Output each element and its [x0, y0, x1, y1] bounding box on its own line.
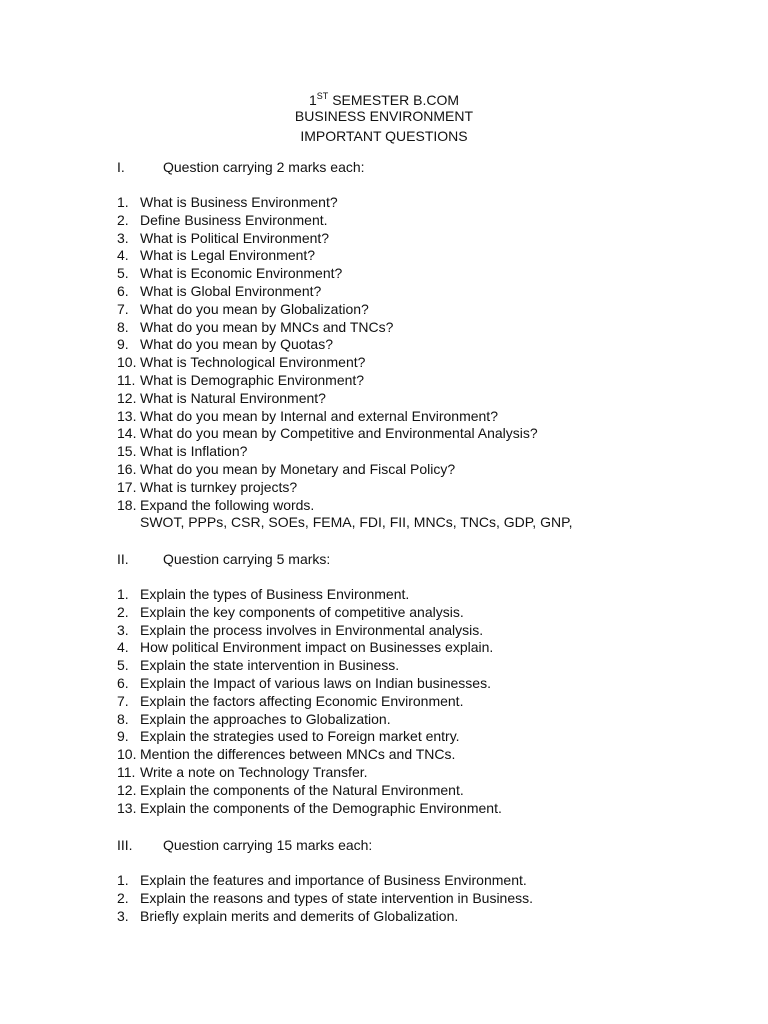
- question-text: What is turnkey projects?: [140, 478, 298, 495]
- question-item: [117, 604, 502, 622]
- section-1-number: I.: [117, 159, 125, 175]
- question-text: What do you mean by Internal and external Environment?: [140, 407, 498, 424]
- section-2-number: II.: [117, 551, 129, 567]
- question-number: 10.: [117, 354, 137, 371]
- question-text: What is Technological Environment?: [140, 354, 366, 371]
- question-text: Explain the approaches to Globalization.: [140, 710, 391, 727]
- question-item: [117, 872, 533, 890]
- question-item: [117, 265, 573, 283]
- question-number: 9.: [117, 728, 129, 745]
- question-number: 2.: [117, 211, 129, 228]
- question-text: What do you mean by Globalization?: [140, 300, 369, 317]
- section-1-heading: [117, 158, 365, 176]
- question-item: [117, 586, 502, 604]
- question-item: [117, 890, 533, 908]
- question-number: 8.: [117, 318, 129, 335]
- section-2-question-list: [117, 586, 502, 817]
- section-1-question-list: [117, 194, 573, 532]
- question-number: 4.: [117, 247, 129, 264]
- question-item: [117, 230, 573, 248]
- question-text: Explain the types of Business Environment.: [140, 586, 410, 602]
- question-text: Explain the state intervention in Business.: [140, 657, 400, 674]
- section-2-heading: [117, 550, 330, 568]
- question-item: [117, 461, 573, 479]
- question-text: Explain the components of the Natural Environment.: [140, 781, 464, 798]
- question-item: [117, 408, 573, 426]
- question-text: Explain the factors affecting Economic Environment.: [140, 692, 464, 709]
- question-number: 3.: [117, 229, 129, 246]
- question-number: 14.: [117, 425, 137, 442]
- question-text: Explain the strategies used to Foreign market entry.: [140, 728, 460, 745]
- question-number: 13.: [117, 407, 137, 424]
- question-item: [117, 908, 533, 926]
- question-number: 12.: [117, 389, 137, 406]
- question-number: 2.: [117, 889, 129, 906]
- question-item: [117, 479, 573, 497]
- question-item: [117, 675, 502, 693]
- question-item: [117, 639, 502, 657]
- question-text: Explain the components of the Demographic Environment.: [140, 799, 502, 816]
- question-item: [117, 746, 502, 764]
- question-text: What is Natural Environment?: [140, 389, 326, 406]
- question-text: Explain the Impact of various laws on Indian businesses.: [140, 674, 491, 691]
- question-text: What is Inflation?: [140, 443, 248, 460]
- question-number: 8.: [117, 710, 129, 727]
- question-number: 18.: [117, 496, 137, 513]
- question-number: 7.: [117, 692, 129, 709]
- question-item: [117, 283, 573, 301]
- question-text: What do you mean by Monetary and Fiscal Policy?: [140, 460, 456, 477]
- question-number: 1.: [117, 872, 129, 888]
- question-text: Briefly explain merits and demerits of Globalization.: [140, 907, 459, 924]
- question-item: [117, 301, 573, 319]
- title-semester: [0, 86, 768, 106]
- question-number: 1.: [117, 586, 129, 602]
- question-text: Explain the reasons and types of state intervention in Business.: [140, 889, 534, 906]
- question-number: 11.: [117, 371, 136, 388]
- question-number: 11.: [117, 763, 136, 780]
- question-number: 15.: [117, 443, 137, 460]
- question-text: Explain the features and importance of Business Environment.: [140, 872, 527, 888]
- title-subject: BUSINESS ENVIRONMENT: [294, 108, 474, 124]
- question-text: What do you mean by Quotas?: [140, 336, 333, 353]
- question-number: 16.: [117, 460, 137, 477]
- section-2-title: Question carrying 5 marks:: [163, 551, 331, 567]
- question-number: 6.: [117, 674, 129, 691]
- question-text: Write a note on Technology Transfer.: [140, 763, 368, 780]
- question-text: What do you mean by MNCs and TNCs?: [140, 318, 394, 335]
- question-number: 6.: [117, 282, 129, 299]
- question-item: [117, 319, 573, 337]
- question-number: 9.: [117, 336, 129, 353]
- question-item: [117, 390, 573, 408]
- abbreviation-list: SWOT, PPPs, CSR, SOEs, FEMA, FDI, FII, MNCs, TNCs, GDP, GNP,: [140, 514, 573, 531]
- question-item: [117, 194, 573, 212]
- question-item: [117, 372, 573, 390]
- title-heading: IMPORTANT QUESTIONS: [300, 128, 468, 144]
- question-text: Mention the differences between MNCs and TNCs.: [140, 746, 456, 763]
- question-item: [117, 212, 573, 230]
- question-text: What is Global Environment?: [140, 282, 322, 299]
- question-text: How political Environment impact on Businesses explain.: [140, 639, 494, 656]
- question-text: What do you mean by Competitive and Environmental Analysis?: [140, 425, 538, 442]
- question-text: What is Economic Environment?: [140, 265, 343, 282]
- question-number: 10.: [117, 746, 137, 763]
- question-item: [117, 336, 573, 354]
- question-text: What is Legal Environment?: [140, 247, 316, 264]
- question-number: 3.: [117, 621, 129, 638]
- section-3-question-list: [117, 872, 533, 925]
- question-text: What is Political Environment?: [140, 229, 330, 246]
- title-semester-number: 1: [309, 92, 317, 108]
- question-text: What is Business Environment?: [140, 194, 338, 210]
- question-item: [117, 354, 573, 372]
- question-number: 13.: [117, 799, 137, 816]
- section-3-heading: [117, 836, 372, 854]
- question-number: 2.: [117, 603, 129, 620]
- question-number: 5.: [117, 657, 129, 674]
- title-semester-rest: SEMESTER B.COM: [328, 92, 459, 108]
- title-block: [0, 86, 768, 146]
- question-text: Expand the following words.: [140, 496, 315, 513]
- section-3-number: III.: [117, 837, 133, 853]
- question-item: [117, 247, 573, 265]
- question-number: 7.: [117, 300, 129, 317]
- question-text: Define Business Environment.: [140, 211, 328, 228]
- title-semester-superscript: ST: [316, 91, 329, 101]
- question-item: [117, 443, 573, 461]
- question-text: What is Demographic Environment?: [140, 371, 365, 388]
- question-item: [117, 425, 573, 443]
- question-text: Explain the process involves in Environmental analysis.: [140, 621, 484, 638]
- section-3-title: Question carrying 15 marks each:: [163, 837, 373, 853]
- question-number: 5.: [117, 265, 129, 282]
- question-number: 4.: [117, 639, 129, 656]
- question-number: 12.: [117, 781, 137, 798]
- question-item: [117, 622, 502, 640]
- question-text: Explain the key components of competitive analysis.: [140, 603, 464, 620]
- question-item: [117, 782, 502, 800]
- question-number: 3.: [117, 907, 129, 924]
- question-item: [117, 764, 502, 782]
- question-item: [117, 497, 573, 515]
- section-1-title: Question carrying 2 marks each:: [163, 159, 365, 175]
- question-number: 1.: [117, 194, 129, 210]
- question-item: [117, 657, 502, 675]
- question-item: [117, 711, 502, 729]
- question-item: [117, 800, 502, 818]
- question-item: [117, 728, 502, 746]
- question-number: 17.: [117, 478, 137, 495]
- question-item: [117, 693, 502, 711]
